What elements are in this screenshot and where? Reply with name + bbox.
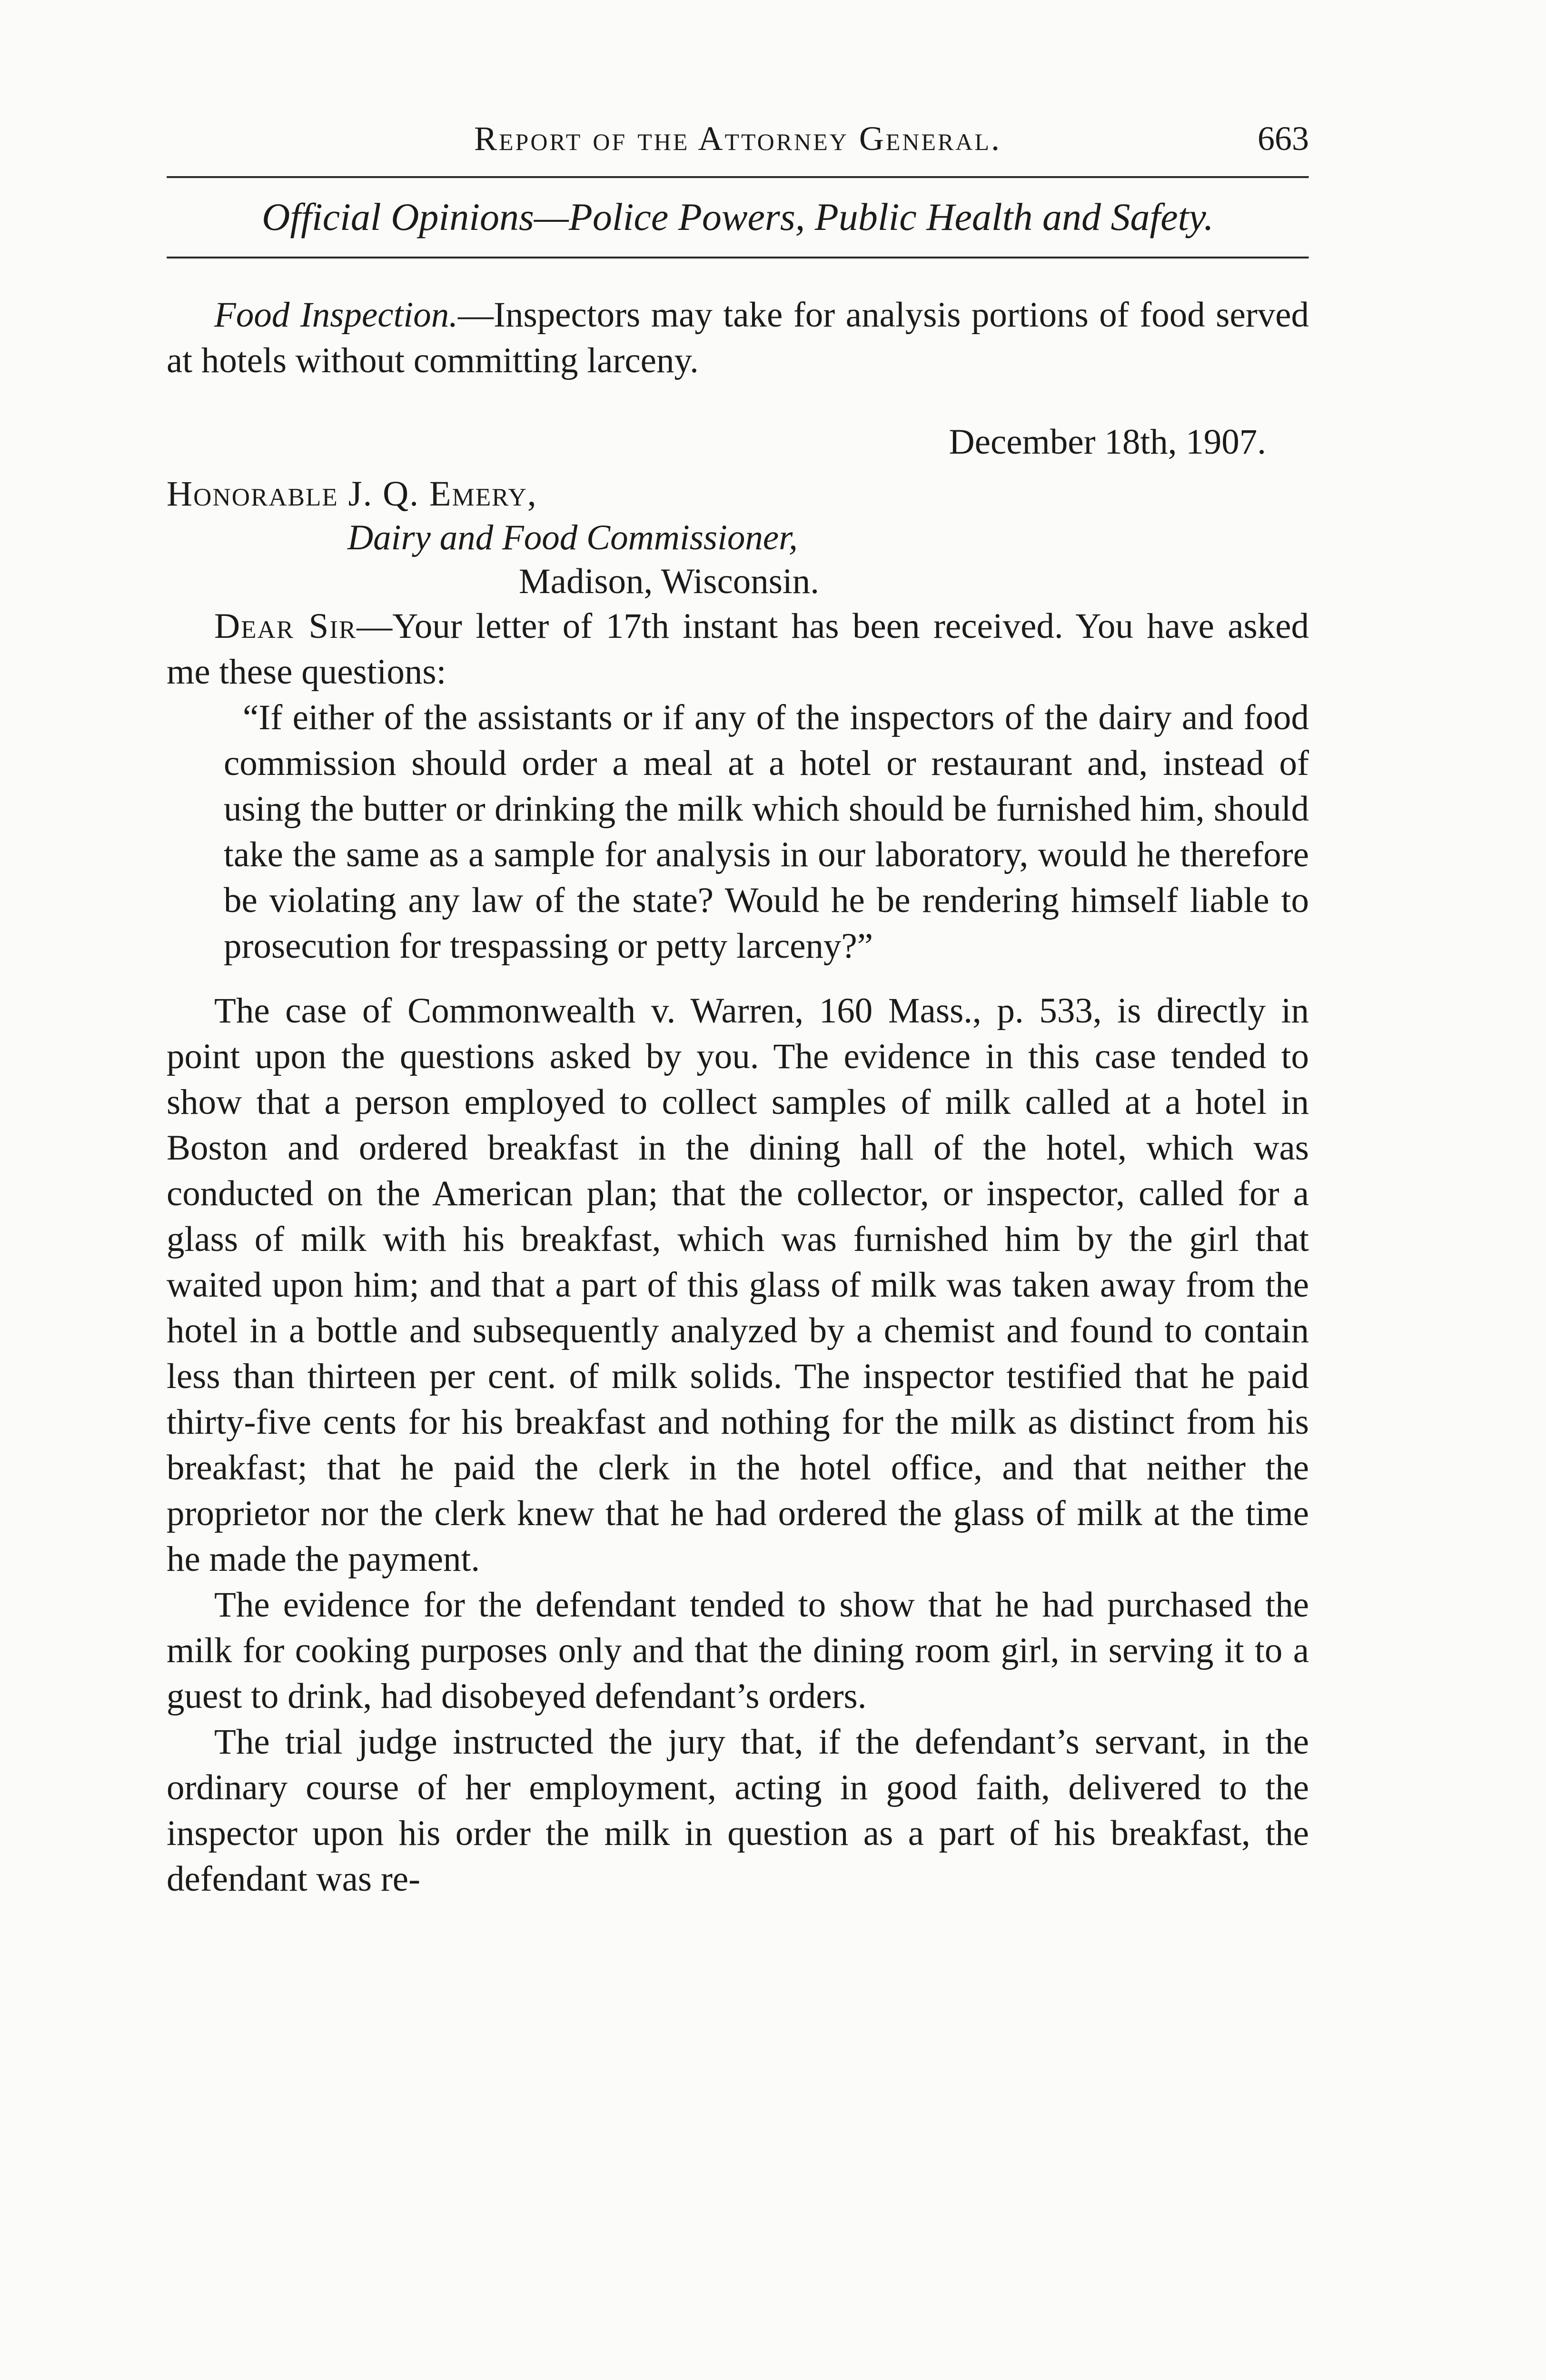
bottom-rule — [167, 257, 1309, 259]
addressee-place: Madison, Wisconsin. — [519, 562, 820, 601]
salutation-text: —Your letter of 17th instant has been received. You have asked me these questions: — [167, 606, 1309, 692]
headnote — [167, 292, 1309, 384]
block-quote: “If either of the assistants or if any of the inspectors of the dairy and food commission should order a meal at a hotel or restaurant and, instead of using the butter or drinking the milk which should be furnished him, should take the same as a sample for analysis in our laboratory, would he therefore be violating any law of the state? Would he be rendering himself liable to prosecution for trespassing or petty larceny?” — [224, 698, 1309, 966]
running-title: Report of the Attorney General. — [474, 119, 1002, 158]
salutation — [167, 604, 1309, 695]
section-title: Official Opinions—Police Powers, Public Health and Safety. — [262, 195, 1214, 238]
running-head — [167, 119, 1309, 176]
addressee-title: Dairy and Food Commissioner, — [347, 518, 798, 557]
page-number: 663 — [1258, 119, 1309, 158]
headnote-text: —Inspectors may take for analysis portions of food served at hotels without committing larceny. — [167, 295, 1309, 380]
body-paragraph: The case of Commonwealth v. Warren, 160 Mass., p. 533, is directly in point upon the questions asked by you. The evidence in this case tended to show that a person employed to collect samples of milk called at a hotel in Boston and ordered breakfast in the dining hall of the hotel, which was conducted on the American plan; that the collector, or inspector, called for a glass of milk with his breakfast, which was furnished him by the girl that waited upon him; and that a part of this glass of milk was taken away from the hotel in a bottle and subsequently analyzed by a chemist and found to contain less than thirteen per cent. of milk solids. The inspector testified that he paid thirty-five cents for his breakfast and nothing for the milk as distinct from his breakfast; that he paid the clerk in the hotel office, and that neither the proprietor nor the clerk knew that he had ordered the glass of milk at the time he made the payment. — [167, 991, 1309, 1579]
address-block — [167, 472, 1309, 604]
body-paragraph: The trial judge instructed the jury that, if the defendant’s servant, in the ordinary course of her employment, acting in good faith, delivered to the inspector upon his order the milk in question as a part of his breakfast, the defendant was re- — [167, 1722, 1309, 1899]
body-paragraph: The evidence for the defendant tended to show that he had purchased the milk for cooking purposes only and that the dining room girl, in serving it to a guest to drink, had disobeyed defendant’s orders. — [167, 1585, 1309, 1716]
salutation-lead: Dear Sir — [214, 606, 357, 646]
document-page — [167, 119, 1309, 1902]
headnote-lead: Food Inspection. — [214, 295, 458, 335]
addressee-name: Honorable J. Q. Emery, — [167, 474, 537, 514]
letter-date: December 18th, 1907. — [949, 422, 1266, 462]
